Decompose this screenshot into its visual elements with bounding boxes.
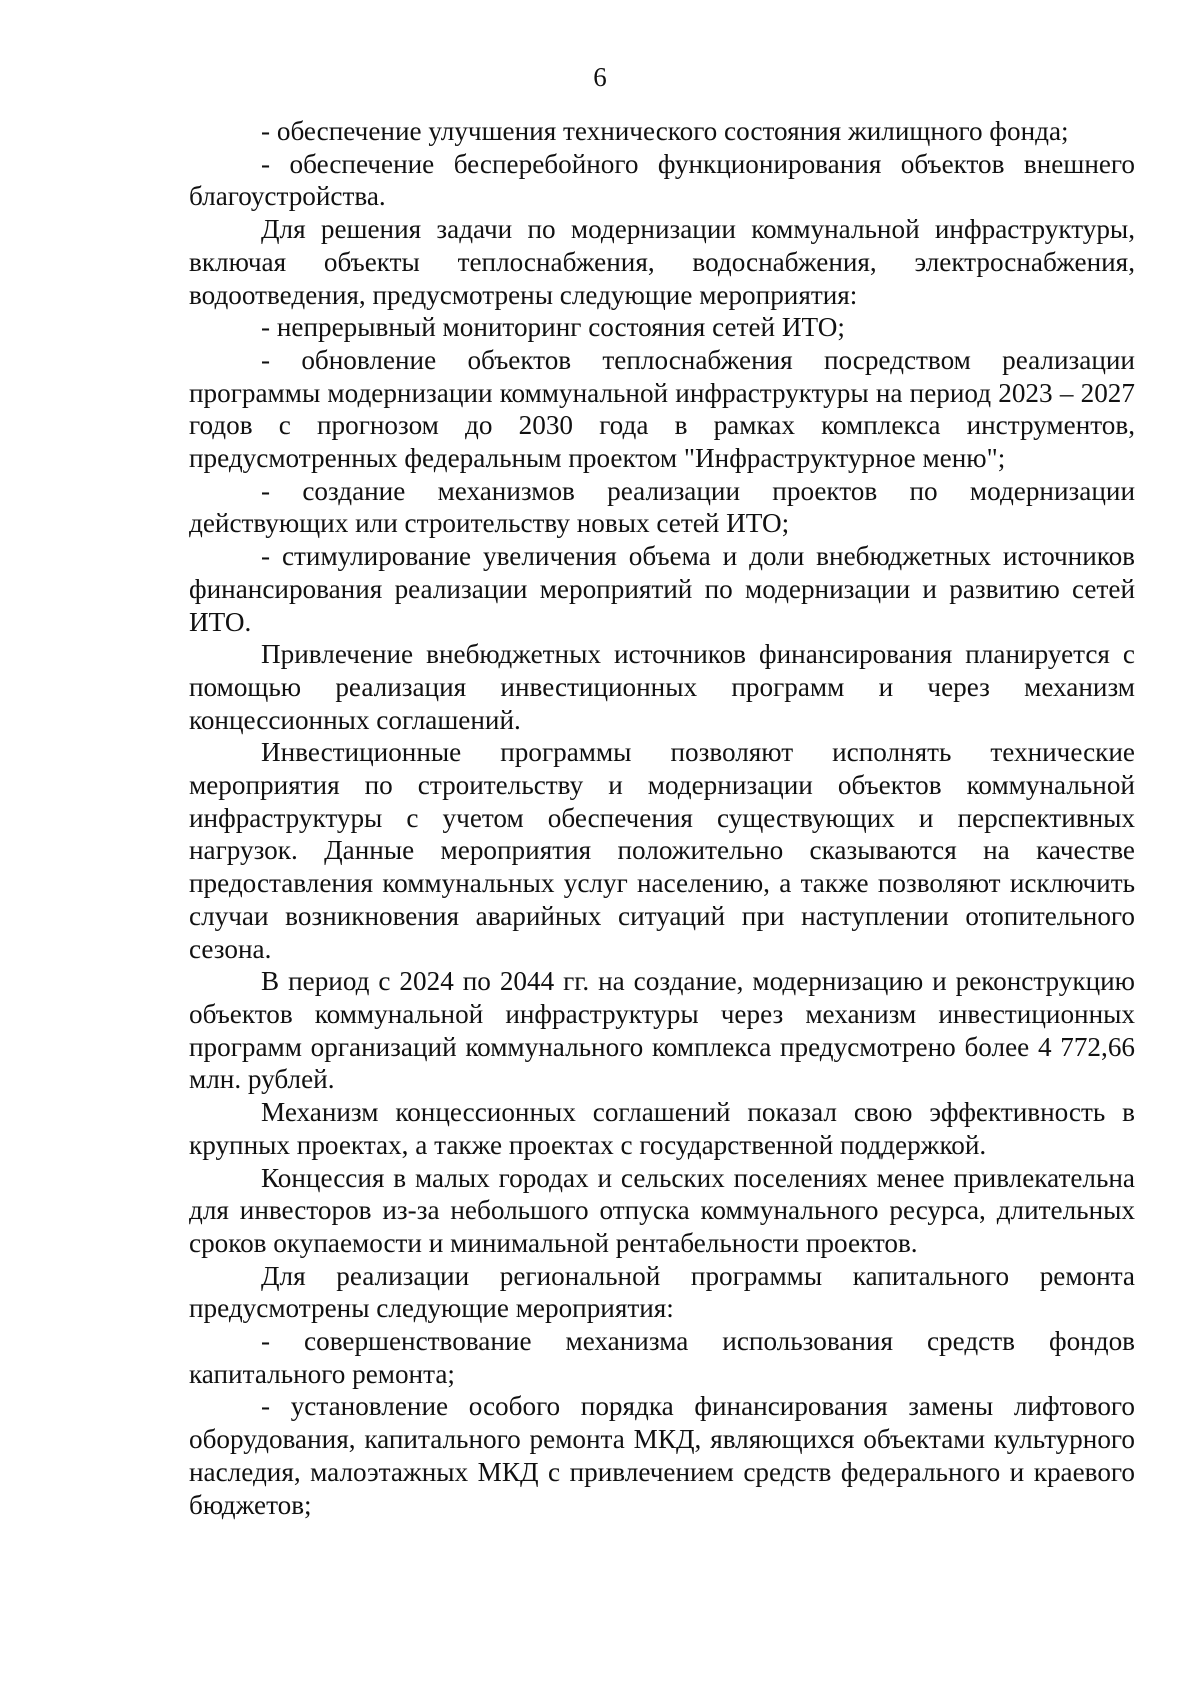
- paragraph-external-improvement: - обеспечение бесперебойного функционирования объектов внешнего благоустройства.: [189, 148, 1135, 212]
- paragraph-network-monitoring: - непрерывный мониторинг состояния сетей ИТО;: [261, 312, 845, 343]
- document-body: [189, 115, 1135, 1521]
- paragraph-concession-efficiency: Механизм концессионных соглашений показал свою эффективность в крупных проектах, а также проектах с государственной поддержкой.: [189, 1097, 1135, 1160]
- paragraph-repair-funds: - совершенствование механизма использования средств фондов капитального ремонта;: [189, 1326, 1135, 1389]
- paragraph-investment-programs: Инвестиционные программы позволяют исполнять технические мероприятия по строительству и модернизации объектов коммунальной инфраструктуры с учетом обеспечения существующих и перспективных нагрузок. Данные мероприятия положительно сказываются на качестве предоставления коммунальных услуг населению, а также позволяют исключить случаи возникновения аварийных ситуаций при наступлении отопительного сезона.: [189, 737, 1135, 964]
- paragraph-concession-small-towns: Концессия в малых городах и сельских поселениях менее привлекательна для инвесторов из-за небольшого отпуска коммунального ресурса, длительных сроков окупаемости и минимальной рентабельности проектов.: [189, 1162, 1135, 1258]
- paragraph-housing-stock: - обеспечение улучшения технического состояния жилищного фонда;: [261, 116, 1069, 146]
- paragraph-extrabudgetary-stimulation: - стимулирование увеличения объема и доли внебюджетных источников финансирования реализации мероприятий по модернизации и развитию сетей ИТО.: [189, 541, 1135, 637]
- paragraph-funding-period: В период с 2024 по 2044 гг. на создание, модернизацию и реконструкцию объектов коммунальной инфраструктуры через механизм инвестиционных программ организаций коммунального комплекса предусмотрено более 4 772,66 млн. рублей.: [189, 966, 1135, 1095]
- paragraph-capital-repair-program: Для реализации региональной программы капитального ремонта предусмотрены следующие мероприятия:: [189, 1260, 1135, 1324]
- paragraph-mechanisms: - создание механизмов реализации проектов по модернизации действующих или строительству новых сетей ИТО;: [189, 475, 1135, 539]
- paragraph-extrabudgetary-sources: Привлечение внебюджетных источников финансирования планируется с помощью реализация инвестиционных программ и через механизм концессионных соглашений.: [189, 639, 1135, 735]
- paragraph-utility-modernization: Для решения задачи по модернизации коммунальной инфраструктуры, включая объекты теплоснабжения, водоснабжения, электроснабжения, водоотведения, предусмотрены следующие мероприятия:: [189, 214, 1135, 310]
- paragraph-elevator-financing: - установление особого порядка финансирования замены лифтового оборудования, капитального ремонта МКД, являющихся объектами культурного наследия, малоэтажных МКД с привлечением средств федерального и краевого бюджетов;: [189, 1391, 1135, 1520]
- paragraph-heat-supply-update: - обновление объектов теплоснабжения посредством реализации программы модернизации коммунальной инфраструктуры на период 2023 – 2027 годов с прогнозом до 2030 года в рамках комплекса инструментов, предусмотренных федеральным проектом "Инфраструктурное меню";: [189, 344, 1135, 474]
- page-number: 6: [593, 62, 607, 92]
